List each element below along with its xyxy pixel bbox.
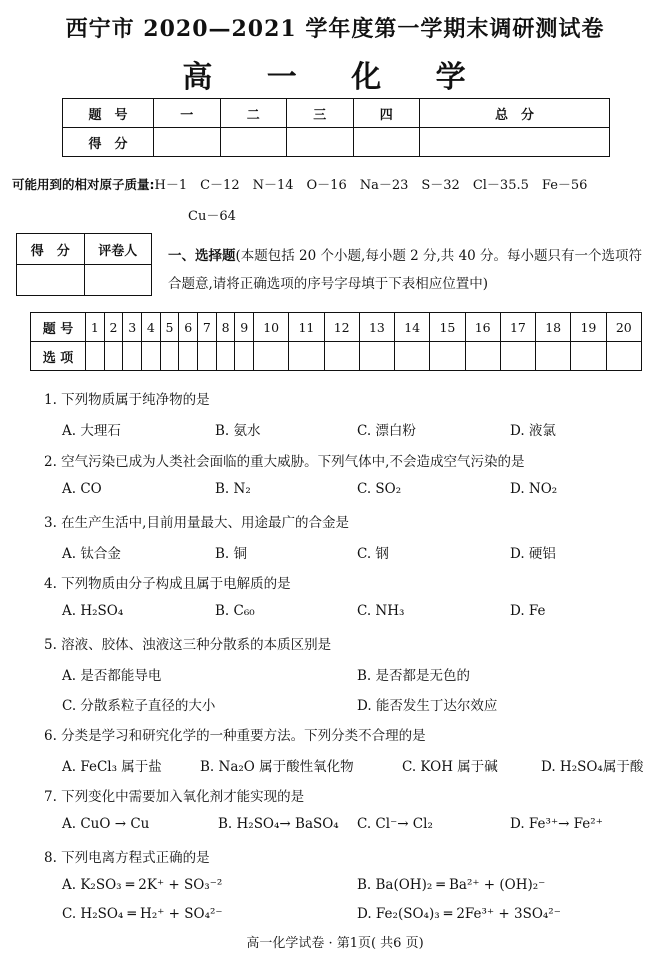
score-table — [62, 98, 610, 157]
question-option: B. Na₂O 属于酸性氧化物 — [200, 759, 354, 775]
question-option: A. 是否都能导电 — [62, 668, 162, 684]
question-option: D. 硬铝 — [510, 546, 556, 562]
grader-table — [16, 233, 152, 296]
score-blank[interactable] — [287, 128, 354, 157]
question-option: C. Cl⁻→ Cl₂ — [357, 816, 433, 832]
question-option: A. CO — [62, 481, 102, 497]
atomic-mass-label: 可能用到的相对原子质量: — [12, 177, 155, 192]
answer-option-cell[interactable] — [198, 342, 217, 371]
question-option: C. 漂白粉 — [357, 423, 416, 439]
score-blank[interactable] — [420, 128, 610, 157]
question-option: D. Fe — [510, 603, 546, 619]
answer-number-label: 题 号 — [31, 313, 86, 342]
question-option: C. KOH 属于碱 — [402, 759, 498, 775]
grader-name-blank[interactable] — [84, 265, 152, 296]
score-label: 得 分 — [63, 128, 154, 157]
answer-option-cell[interactable] — [395, 342, 430, 371]
answer-option-cell[interactable] — [324, 342, 359, 371]
answer-option-cell[interactable] — [289, 342, 324, 371]
question-stem: 3. 在生产生活中,目前用量最大、用途最广的合金是 — [44, 515, 349, 531]
answer-option-cell[interactable] — [430, 342, 465, 371]
question-option: A. 大理石 — [62, 423, 121, 439]
answer-number-cell: 9 — [235, 313, 254, 342]
section1-intro — [168, 242, 648, 298]
answer-option-cell[interactable] — [536, 342, 571, 371]
question-option: A. CuO → Cu — [62, 816, 150, 832]
score-cell: 一 — [154, 99, 221, 128]
answer-option-row — [31, 342, 642, 371]
answer-number-cell: 12 — [324, 313, 359, 342]
grader-score-label: 得 分 — [17, 234, 85, 265]
question-stem: 5. 溶液、胶体、浊液这三种分散系的本质区别是 — [44, 637, 332, 653]
question-option: C. 分散系粒子直径的大小 — [62, 698, 216, 714]
exam-subject: 高 一 化 学 — [182, 60, 488, 95]
answer-number-cell: 8 — [216, 313, 235, 342]
question-option: B. 氨水 — [215, 423, 261, 439]
score-cell: 二 — [220, 99, 287, 128]
question-stem: 7. 下列变化中需要加入氧化剂才能实现的是 — [44, 789, 305, 805]
page-footer: 高一化学试卷 · 第1页( 共6 页) — [246, 936, 424, 951]
answer-option-cell[interactable] — [216, 342, 235, 371]
answer-number-cell: 10 — [254, 313, 289, 342]
question-option: B. H₂SO₄→ BaSO₄ — [218, 816, 339, 832]
score-cell: 四 — [353, 99, 420, 128]
question-option: B. 铜 — [215, 546, 248, 562]
question-option: D. Fe³⁺→ Fe²⁺ — [510, 816, 603, 832]
answer-number-cell: 11 — [289, 313, 324, 342]
score-blank[interactable] — [220, 128, 287, 157]
question-stem: 1. 下列物质属于纯净物的是 — [44, 392, 210, 408]
question-option: C. NH₃ — [357, 603, 405, 619]
exam-title: 西宁市 2020—2021 学年度第一学期末调研测试卷 — [65, 16, 605, 42]
question-option: A. K₂SO₃ ═ 2K⁺ + SO₃⁻² — [62, 877, 223, 893]
atomic-mass-line — [12, 174, 587, 193]
question-stem: 2. 空气污染已成为人类社会面临的重大威胁。下列气体中,不会造成空气污染的是 — [44, 454, 525, 470]
answer-option-cell[interactable] — [160, 342, 179, 371]
answer-number-cell: 18 — [536, 313, 571, 342]
atomic-mass-values-2: Cu－64 — [188, 209, 236, 224]
question-option: D. 液氯 — [510, 423, 556, 439]
answer-option-label: 选 项 — [31, 342, 86, 371]
answer-number-row — [31, 313, 642, 342]
answer-option-cell[interactable] — [142, 342, 161, 371]
question-option: D. Fe₂(SO₄)₃ ═ 2Fe³⁺ + 3SO₄²⁻ — [357, 906, 561, 922]
answer-option-cell[interactable] — [465, 342, 500, 371]
answer-number-cell: 1 — [86, 313, 105, 342]
answer-number-cell: 5 — [160, 313, 179, 342]
question-option: D. 能否发生丁达尔效应 — [357, 698, 498, 714]
answer-number-cell: 6 — [179, 313, 198, 342]
answer-number-cell: 19 — [571, 313, 606, 342]
answer-number-cell: 14 — [395, 313, 430, 342]
answer-number-cell: 4 — [142, 313, 161, 342]
question-stem: 4. 下列物质由分子构成且属于电解质的是 — [44, 576, 291, 592]
answer-option-cell[interactable] — [104, 342, 123, 371]
score-blank[interactable] — [353, 128, 420, 157]
answer-number-cell: 3 — [123, 313, 142, 342]
answer-option-cell[interactable] — [571, 342, 606, 371]
question-option: A. FeCl₃ 属于盐 — [62, 759, 162, 775]
answer-option-cell[interactable] — [254, 342, 289, 371]
section1-heading: 一、选择题 — [168, 248, 236, 264]
question-option: B. C₆₀ — [215, 603, 255, 619]
score-cell: 题 号 — [63, 99, 154, 128]
answer-number-cell: 2 — [104, 313, 123, 342]
answer-option-cell[interactable] — [179, 342, 198, 371]
question-option: A. 钛合金 — [62, 546, 121, 562]
answer-number-cell: 13 — [359, 313, 394, 342]
answer-number-cell: 7 — [198, 313, 217, 342]
section1-instructions: (本题包括 20 个小题,每小题 2 分,共 40 分。每小题只有一个选项符合题意,请将正确选项的序号字母填于下表相应位置中) — [168, 248, 643, 292]
grader-name-label: 评卷人 — [84, 234, 152, 265]
score-cell: 总 分 — [420, 99, 610, 128]
answer-option-cell[interactable] — [86, 342, 105, 371]
answer-number-cell: 20 — [606, 313, 641, 342]
answer-option-cell[interactable] — [235, 342, 254, 371]
question-option: B. 是否都是无色的 — [357, 668, 471, 684]
answer-table — [30, 312, 642, 371]
answer-number-cell: 16 — [465, 313, 500, 342]
score-cell: 三 — [287, 99, 354, 128]
question-stem: 6. 分类是学习和研究化学的一种重要方法。下列分类不合理的是 — [44, 728, 426, 744]
atomic-mass-values: H－1 C－12 N－14 O－16 Na－23 S－32 Cl－35.5 Fe－56 — [154, 178, 588, 193]
question-stem: 8. 下列电离方程式正确的是 — [44, 850, 210, 866]
answer-number-cell: 15 — [430, 313, 465, 342]
question-option: A. H₂SO₄ — [62, 603, 124, 619]
grader-score-blank[interactable] — [17, 265, 85, 296]
question-option: C. SO₂ — [357, 481, 402, 497]
question-option: B. N₂ — [215, 481, 251, 497]
answer-option-cell[interactable] — [606, 342, 641, 371]
question-option: C. H₂SO₄ ═ H₂⁺ + SO₄²⁻ — [62, 906, 223, 922]
question-option: D. NO₂ — [510, 481, 558, 497]
question-option: C. 钢 — [357, 546, 389, 562]
answer-number-cell: 17 — [500, 313, 535, 342]
question-option: B. Ba(OH)₂ ═ Ba²⁺ + (OH)₂⁻ — [357, 877, 546, 893]
answer-option-cell[interactable] — [359, 342, 394, 371]
answer-option-cell[interactable] — [123, 342, 142, 371]
score-table-header-row — [63, 99, 610, 128]
score-blank[interactable] — [154, 128, 221, 157]
question-option: D. H₂SO₄属于酸 — [541, 759, 644, 775]
answer-option-cell[interactable] — [500, 342, 535, 371]
score-table-row — [63, 128, 610, 157]
